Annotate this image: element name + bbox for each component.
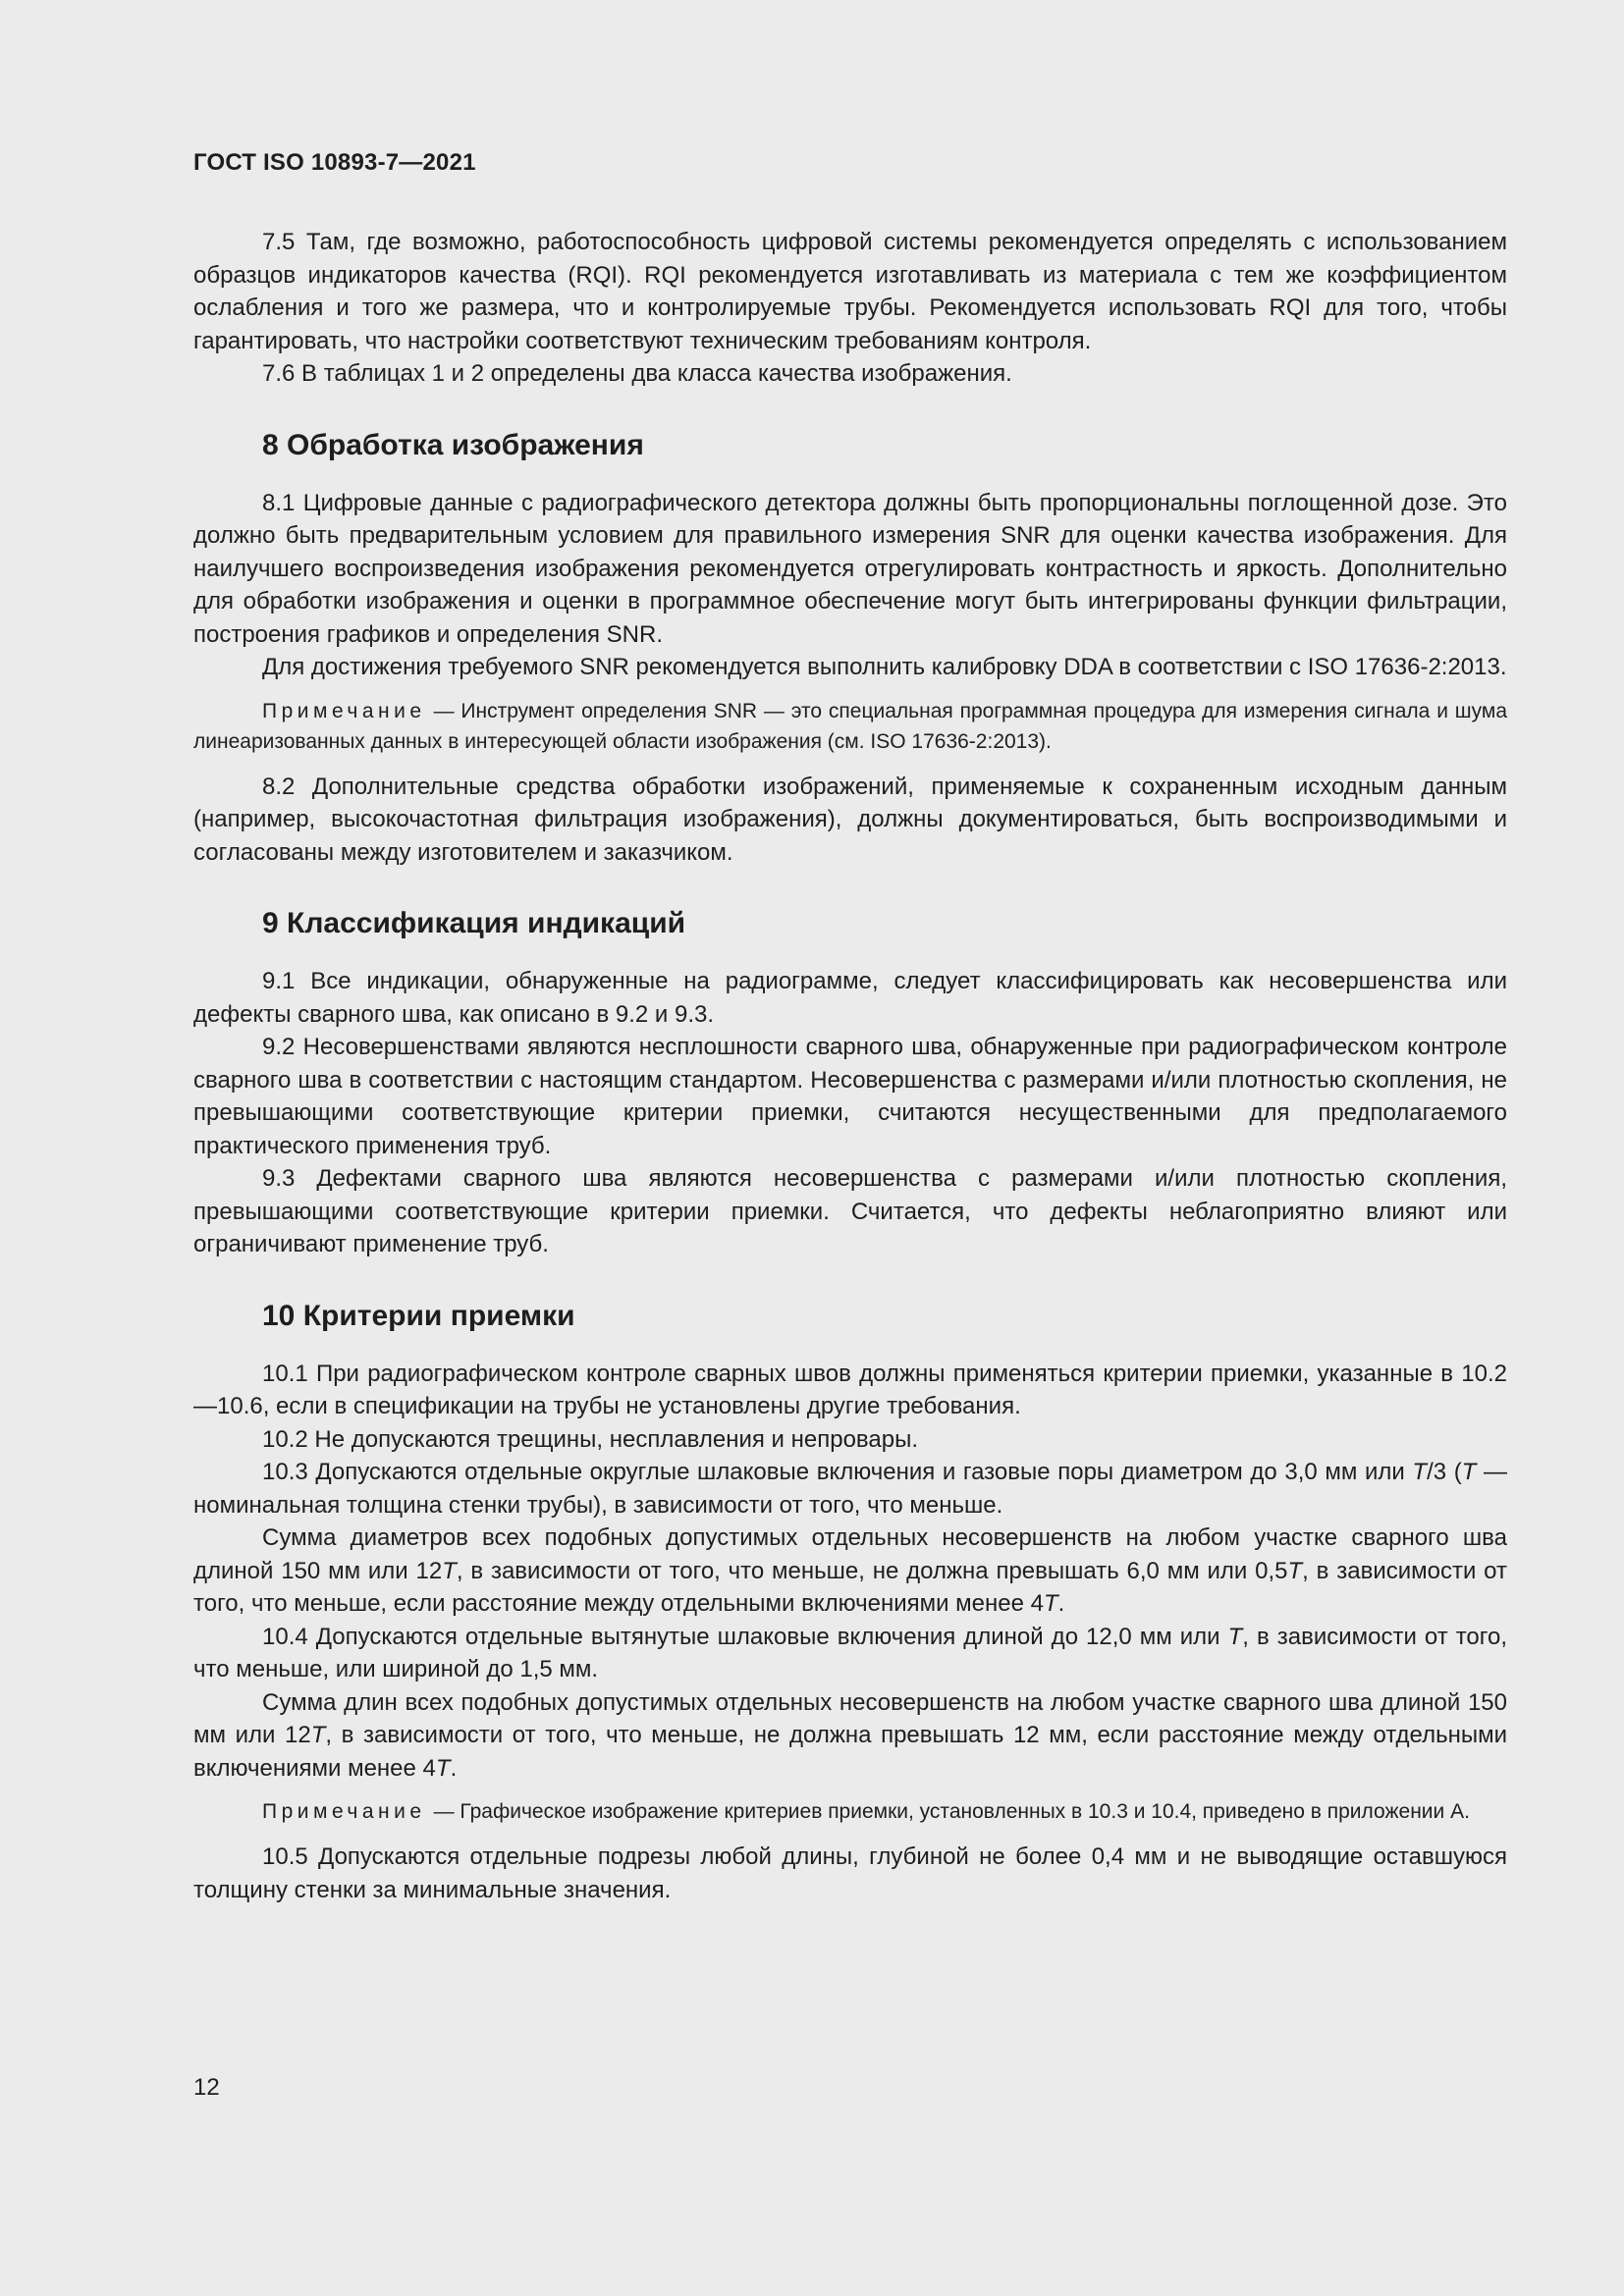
note-text: — Графическое изображение критериев приемки, установленных в 10.3 и 10.4, приведено в приложении А.: [433, 1800, 1470, 1823]
paragraph-9-1: 9.1 Все индикации, обнаруженные на радиограмме, следует классифицировать как несовершенства или дефекты сварного шва, как описано в 9.2 и 9.3.: [193, 968, 1507, 1028]
paragraph-10-5: 10.5 Допускаются отдельные подрезы любой длины, глубиной не более 0,4 мм и не выводящие оставшуюся толщину стенки за минимальные значения.: [193, 1843, 1507, 1903]
text-run: — номинальная толщина стенки трубы), в зависимости от того, что меньше.: [193, 1459, 1508, 1519]
text-run: , в зависимости от того, что меньше, не должна превышать 6,0 мм или 0,5: [456, 1557, 1288, 1584]
paragraph-9-2: 9.2 Несовершенствами являются несплошности сварного шва, обнаруженные при радиографическом контроле сварного шва в соответствии с настоящим стандартом. Несовершенства с размерами и/или плотностью скопления, не превышающими соответствующие критерии приемки, считаются несущественными для предполагаемого практического применения труб.: [193, 1034, 1507, 1159]
text-run: Сумма длин всех подобных допустимых отдельных несовершенств на любом участке сварного шва длиной 150 мм или 12: [193, 1688, 1507, 1748]
paragraph-7-6: 7.6 В таблицах 1 и 2 определены два класса качества изображения.: [262, 360, 1012, 387]
text-run: 10.4 Допускаются отдельные вытянутые шлаковые включения длиной до 12,0 мм или: [262, 1623, 1228, 1650]
italic-symbol: T: [310, 1722, 326, 1748]
page-content: [193, 226, 1507, 1906]
text-run: 10.3 Допускаются отдельные округлые шлаковые включения и газовые поры диаметром до 3,0 мм или: [262, 1459, 1413, 1485]
italic-symbol: T: [442, 1557, 457, 1584]
paragraph-8-1-calibration: Для достижения требуемого SNR рекомендуется выполнить калибровку DDA в соответствии с ISO 17636-2:2013.: [262, 654, 1507, 680]
italic-symbol: T: [1043, 1590, 1058, 1617]
paragraph-10-4: [193, 1621, 1507, 1686]
text-run: , в зависимости от того, что меньше, или шириной до 1,5 мм.: [193, 1623, 1508, 1682]
paragraph-10-3-sum: [193, 1522, 1507, 1621]
note-label: Примечание: [262, 1800, 426, 1823]
text-run: /3 (: [1427, 1459, 1462, 1485]
italic-symbol: T: [1227, 1623, 1243, 1650]
paragraph-10-3: [193, 1456, 1507, 1522]
paragraph-7-5: 7.5 Там, где возможно, работоспособность цифровой системы рекомендуется определять с использованием образцов индикаторов качества (RQI). RQI рекомендуется изготавливать из материала с тем же коэффициентом ослабления и того же размера, что и контролируемые трубы. Рекомендуется использовать RQI для того, чтобы гарантировать, что настройки соответствуют техническим требованиям контроля.: [193, 229, 1507, 354]
paragraph-9-3: 9.3 Дефектами сварного шва являются несовершенства с размерами и/или плотностью скопления, превышающими соответствующие критерии приемки. Считается, что дефекты неблагоприятно влияют или ограничивают применение труб.: [193, 1165, 1507, 1257]
italic-symbol: T: [1461, 1459, 1477, 1485]
text-run: Сумма диаметров всех подобных допустимых отдельных несовершенств на любом участке сварного шва длиной 150 мм или 12: [193, 1524, 1507, 1584]
note-text: — Инструмент определения SNR — это специальная программная процедура для измерения сигнала и шума линеаризованных данных в интересующей области изображения (см. ISO 17636-2:2013).: [193, 699, 1507, 753]
italic-symbol: T: [1287, 1557, 1303, 1584]
text-run: , в зависимости от того, что меньше, не должна превышать 12 мм, если расстояние между отдельными включениями менее 4: [193, 1722, 1507, 1782]
italic-symbol: T: [1412, 1459, 1428, 1485]
paragraph-10-1: 10.1 При радиографическом контроле сварных швов должны применяться критерии приемки, указанные в 10.2—10.6, если в спецификации на трубы не установлены другие требования.: [193, 1360, 1507, 1419]
paragraph-10-2: 10.2 Не допускаются трещины, несплавления и непровары.: [262, 1425, 919, 1453]
paragraph-8-1: 8.1 Цифровые данные с радиографического детектора должны быть пропорциональны поглощенной дозе. Это должно быть предварительным условием для правильного измерения SNR для оценки качества изображения. Для наилучшего воспроизведения изображения рекомендуется отрегулировать контрастность и яркость. Дополнительно для обработки изображения и оценки в программное обеспечение могут быть интегрированы функции фильтрации, построения графиков и определения SNR.: [193, 489, 1507, 648]
document-header: ГОСТ ISO 10893-7—2021: [193, 149, 476, 176]
note-acceptance-graphic: [193, 1796, 1507, 1827]
section-9-heading: 9 Классификация индикаций: [262, 907, 686, 939]
note-label: Примечание: [262, 699, 426, 722]
text-run: .: [1057, 1590, 1065, 1617]
section-10-heading: 10 Критерии приемки: [262, 1299, 575, 1332]
paragraph-8-2: 8.2 Дополнительные средства обработки изображений, применяемые к сохраненным исходным данным (например, высокочастотная фильтрация изображения), должны документироваться, быть воспроизводимыми и согласованы между изготовителем и заказчиком.: [193, 773, 1507, 866]
text-run: .: [450, 1754, 458, 1782]
text-run: , в зависимости от того, что меньше, если расстояние между отдельными включениями менее 4: [193, 1557, 1507, 1617]
paragraph-10-4-sum: [193, 1686, 1507, 1786]
section-8-heading: 8 Обработка изображения: [262, 428, 644, 461]
page-number: 12: [193, 2074, 220, 2101]
italic-symbol: T: [435, 1754, 451, 1782]
note-snr-tool: [193, 696, 1507, 757]
